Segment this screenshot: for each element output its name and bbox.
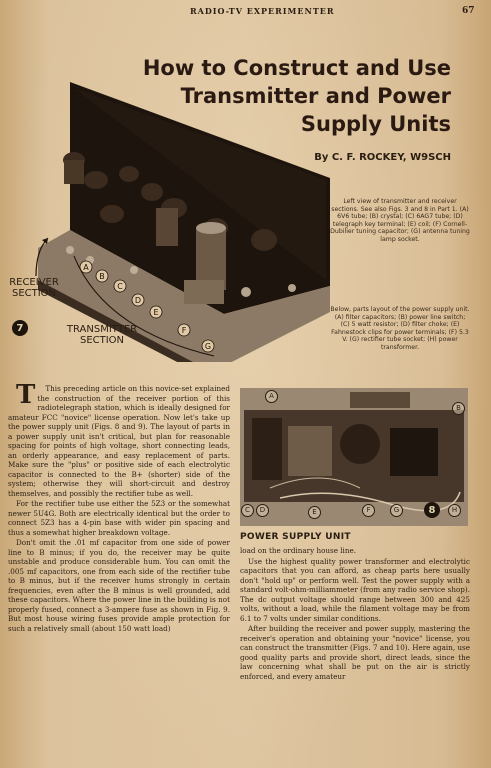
article-byline: By C. F. ROCKEY, W9SCH (314, 152, 451, 163)
left-column (8, 380, 230, 634)
psu-callout-g: G (390, 504, 403, 517)
figure-8-number: 8 (424, 502, 440, 518)
callout-f: F (181, 326, 187, 335)
left-paragraph-3: Don't omit the .01 mf capacitor from one side of power line to B minus; if you do, the receiver may be quite unstable and produce considerable hum. You can omit the .005 mf capacitors, one from each side of the rectifier tube to B minus, but if the receiver hums strongly in certain frequencies, even after the B minus is well grounded, add these capacitors. Where the power line in the building is not properly fused, connect a 3-ampere fuse as shown in Fig. 9. But most house wiring fuses provide ample protection for such a relatively small (about 150 watt load) (8, 538, 230, 633)
psu-callout-h: H (448, 504, 461, 517)
right-column (240, 546, 470, 682)
callout-g: G (204, 342, 212, 351)
page-number: 67 (462, 6, 475, 16)
chassis-illustration (34, 80, 334, 362)
transmitter-section-label: TRANSMITTER SECTION (66, 324, 138, 346)
left-paragraph-1 (8, 380, 230, 498)
figure-8-caption: Below, parts layout of the power supply unit. (A) filter capacitors; (B) power line switch; (C) 5 watt resistor; (D) filter choke; (E) Fahnestock clips for power terminals; (F) 5.3 V. (G) rectifier tube socket; (H) power transformer. (330, 306, 470, 351)
drop-cap: T (16, 380, 36, 410)
psu-callout-a: A (265, 390, 278, 403)
psu-callout-d: D (256, 504, 269, 517)
receiver-section-label: RECEIVER SECTION (9, 277, 59, 299)
left-paragraph-1-text: This preceding article on this novice-set explained the construction of the receiver portion of this radiotelegraph station, which is ideally designed for amateur FCC "novice" license operation. Now let's take up the power supply unit (Figs. 8 and 9). The layout of parts in a power supply unit isn't critical, but plan for reasonable spacing for points of high voltage, short connecting leads, an orderly appearance, and easy replacement of parts. Make sure the "plus" or positive side of each electrolytic capacitor is connected to the B+ (shorter) side of the system; otherwise they will short-circuit and destroy themselves, and possibly the rectifier tube as well. (8, 384, 230, 498)
left-paragraph-2: For the rectifier tube use either the 5Z3 or the somewhat newer 5U4G. Both are electrically identical but the order to connect 5Z3 has a 4-pin base with wider pin spacing and thus a somewhat higher breakdown voltage. (8, 499, 230, 537)
psu-callout-b: B (452, 402, 465, 415)
psu-callout-e: E (308, 506, 321, 519)
callout-e: E (153, 308, 159, 317)
callout-d: D (134, 296, 142, 305)
callout-b: B (99, 272, 105, 281)
psu-callout-c: C (241, 504, 254, 517)
psu-callout-f: F (362, 504, 375, 517)
figure-7-number: 7 (12, 320, 28, 336)
right-paragraph-3: After building the receiver and power supply, mastering the receiver's operation and obtaining your "novice" license, you can construct the transmitter (Figs. 7 and 10). Here again, use good quality parts and provide short, direct leads, since the law concerning what shall be put on the air is strictly enforced, and every amateur (240, 624, 470, 681)
right-paragraph-2: Use the highest quality power transformer and electrolytic capacitors that you can afford, as cheap parts here usually don't "hold up" or perform well. Test the power supply with a standard volt-ohm-milliammeter (from any radio service shop). The dc output voltage should range between 300 and 425 volts, without a load, while the filament voltage may be from 6.1 to 7 volts under similar conditions. (240, 556, 470, 623)
right-paragraph-1: load on the ordinary house line. (240, 546, 357, 555)
figure-7-caption: Left view of transmitter and receiver sections. See also Figs. 3 and 8 in Part 1. (A) 6V6 tube; (B) crystal; (C) 6AG7 tube; (D) telegraph key terminal; (E) coil; (F) Cornell-Dubilier tuning capacitor; (G) antenna tuning lamp socket. (330, 198, 470, 243)
power-supply-label: POWER SUPPLY UNIT (240, 532, 351, 542)
transmitter-receiver-photo (34, 80, 334, 362)
callout-c: C (117, 282, 123, 291)
callout-a: A (83, 263, 89, 272)
article-title: How to Construct and Use Transmitter and Power Supply Units (142, 56, 451, 136)
running-header: RADIO-TV EXPERIMENTER (190, 6, 335, 16)
